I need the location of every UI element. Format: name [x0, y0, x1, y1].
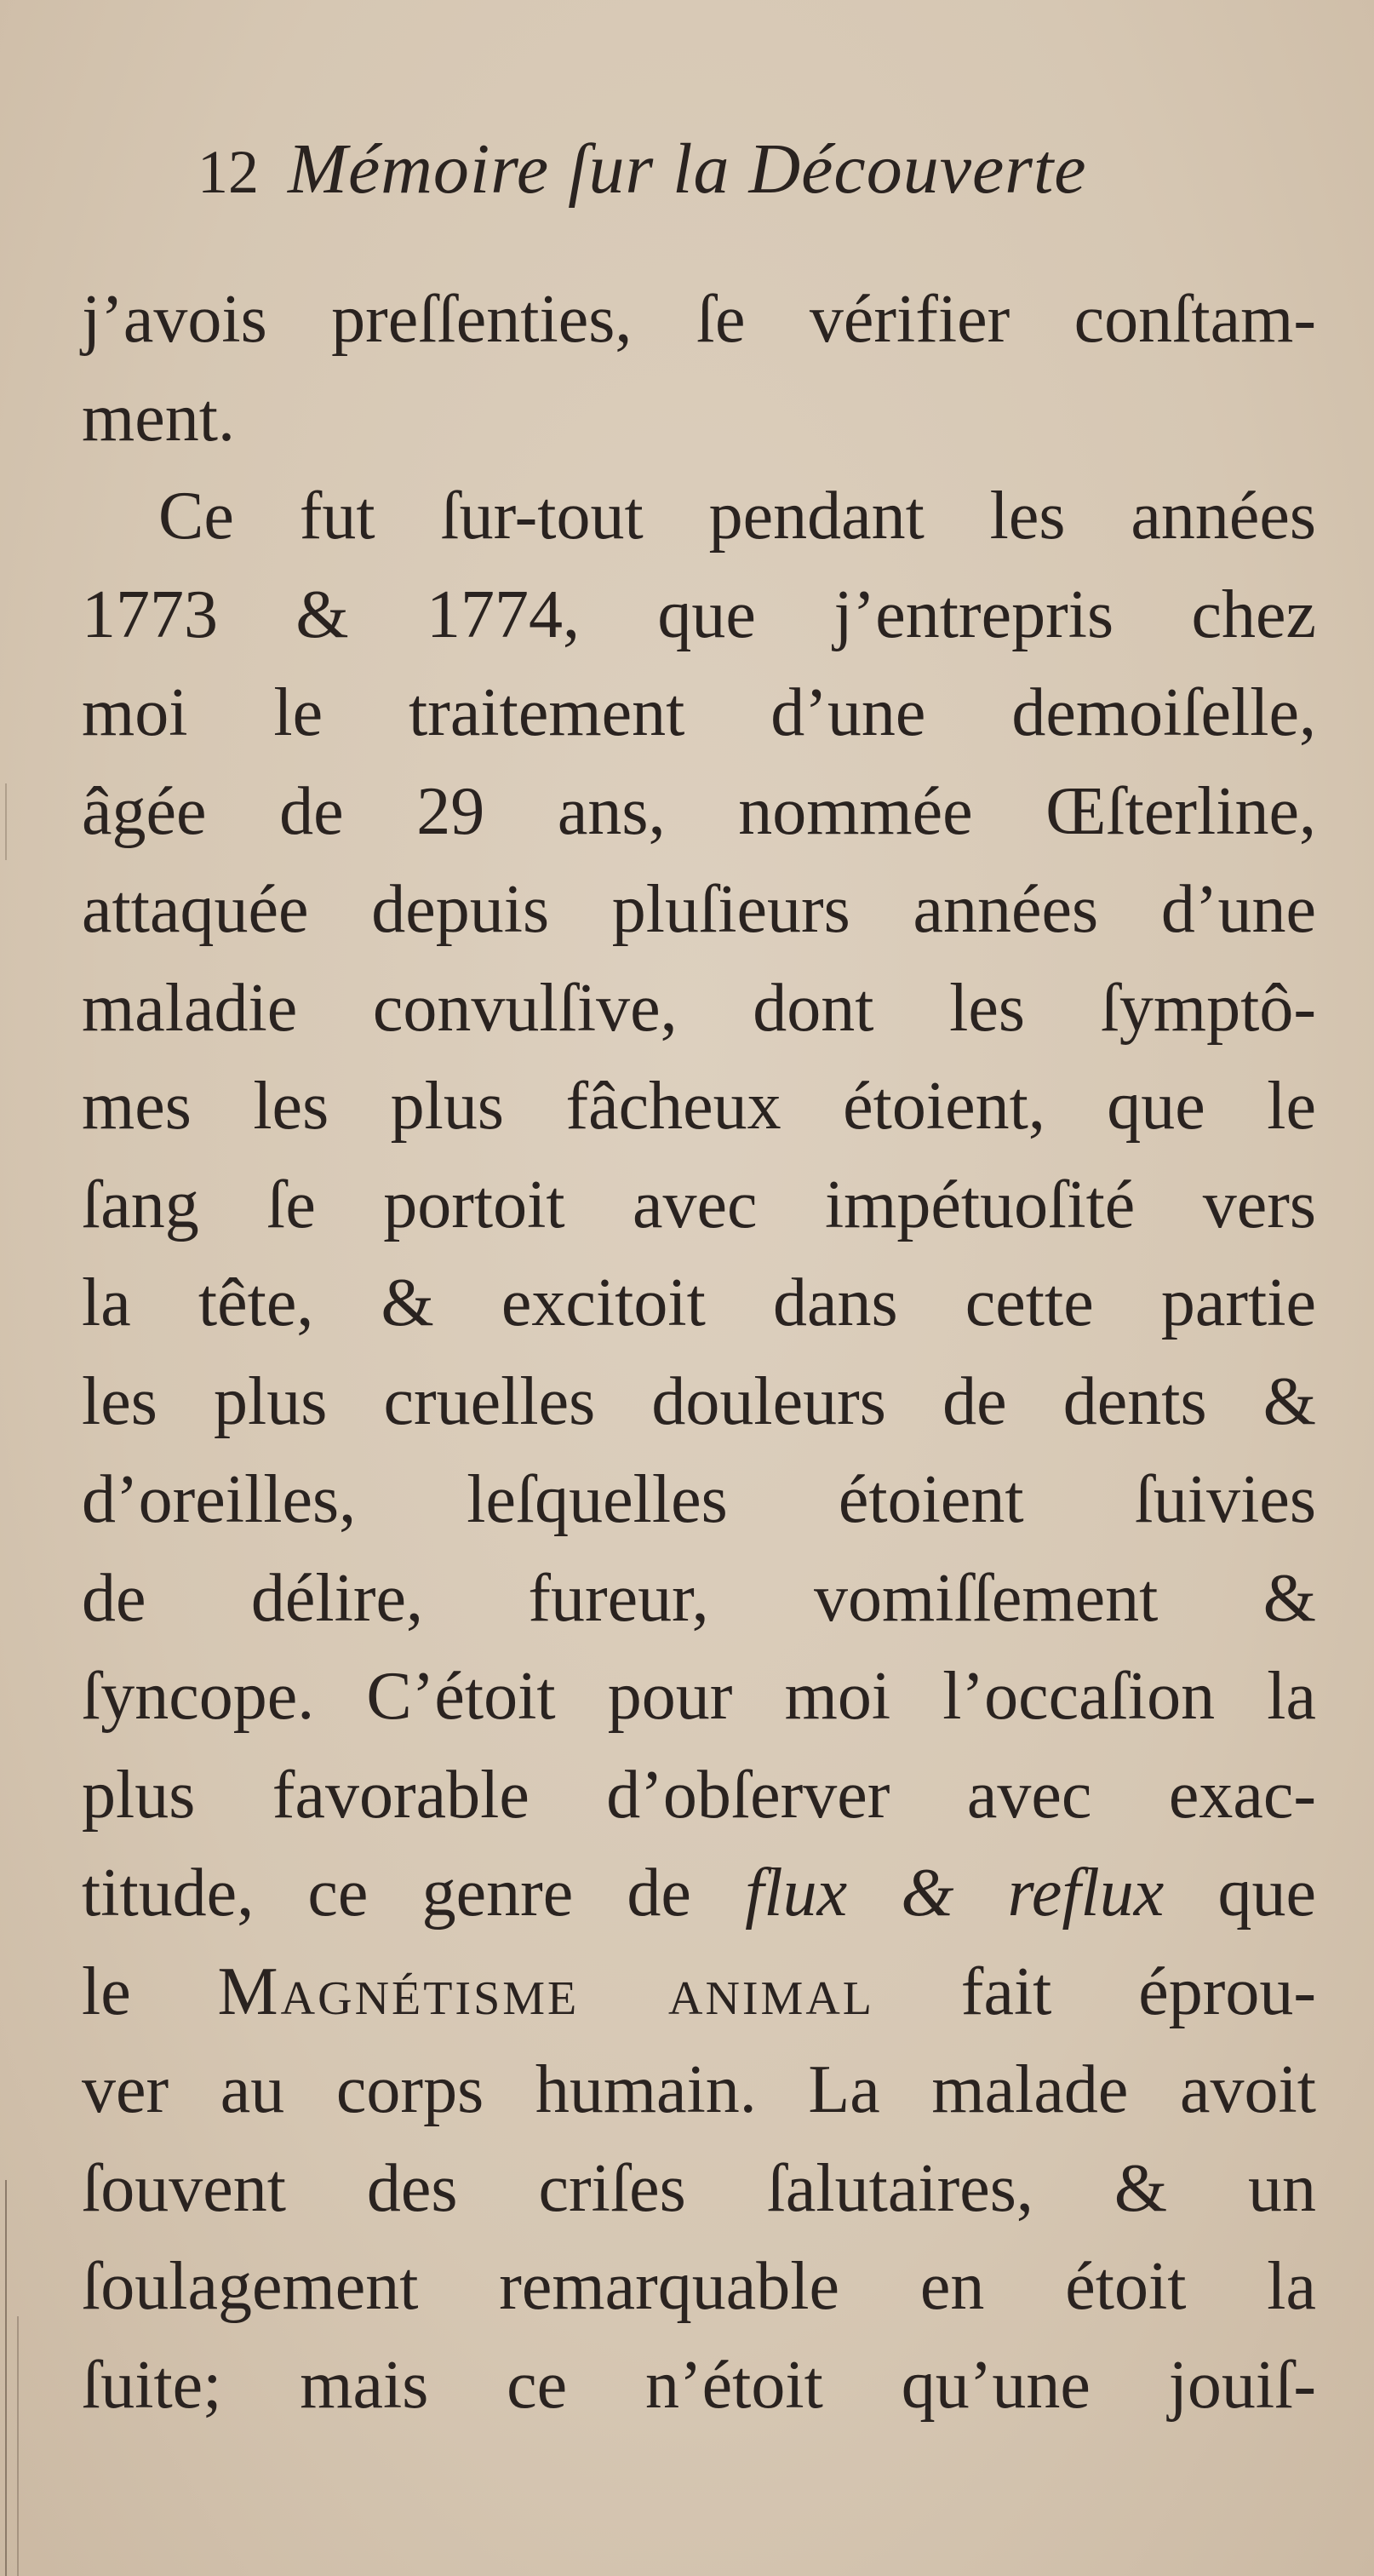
- text-segment: titude, ce genre de: [82, 1856, 746, 1931]
- text-line: ver au corps humain. La malade avoit: [82, 2052, 1316, 2127]
- page-edge-line: [5, 2180, 7, 2576]
- text-line: âgée de 29 ans, nommée Œſterline,: [82, 773, 1316, 849]
- text-line: mes les plus fâcheux étoient, que le: [82, 1069, 1316, 1144]
- text-line: 1773 & 1774, que j’entrepris chez: [82, 577, 1316, 652]
- text-segment: fait éprou-: [874, 1954, 1317, 2029]
- page-number: 12: [198, 138, 259, 206]
- text-line: plus favorable d’obſerver avec exac-: [82, 1757, 1316, 1833]
- text-line: attaquée depuis pluſieurs années d’une: [82, 872, 1316, 947]
- text-line: [82, 1943, 1316, 2042]
- paragraph-start-line: Ce fut ſur-tout pendant les années: [158, 479, 1316, 554]
- text-line: ſang ſe portoit avec impétuoſité vers: [82, 1167, 1316, 1242]
- text-line: ment.: [82, 380, 235, 456]
- running-title: Mémoire ſur la Découverte: [288, 129, 1087, 209]
- text-segment: le: [82, 1954, 218, 2029]
- text-line: moi le traitement d’une demoiſelle,: [82, 675, 1316, 750]
- text-line: la tête, & excitoit dans cette partie: [82, 1265, 1316, 1340]
- text-line: d’oreilles, leſquelles étoient ſuivies: [82, 1462, 1316, 1537]
- running-header: [198, 128, 1087, 210]
- text-line: de délire, fureur, vomiſſement &: [82, 1560, 1316, 1636]
- text-line: [82, 1845, 1316, 1943]
- text-segment: que: [1164, 1856, 1316, 1931]
- text-line: ſouvent des criſes ſalutaires, & un: [82, 2150, 1316, 2226]
- italic-phrase: flux & reflux: [745, 1856, 1165, 1931]
- page-edge-line: [5, 783, 7, 860]
- text-line: ſoulagement remarquable en étoit la: [82, 2249, 1316, 2324]
- text-line: ſuite; mais ce n’étoit qu’une jouiſ-: [82, 2347, 1316, 2423]
- text-line: maladie convulſive, dont les ſymptô-: [82, 970, 1316, 1046]
- page-edge-line: [17, 2316, 19, 2576]
- text-line: j’avois preſſenties, ſe vérifier conſtam-: [82, 282, 1316, 357]
- text-line: ſyncope. C’étoit pour moi l’occaſion la: [82, 1659, 1316, 1734]
- text-line: les plus cruelles douleurs de dents &: [82, 1363, 1316, 1439]
- small-caps-phrase: Magnétisme animal: [217, 1954, 874, 2029]
- body-text: [82, 271, 1316, 2435]
